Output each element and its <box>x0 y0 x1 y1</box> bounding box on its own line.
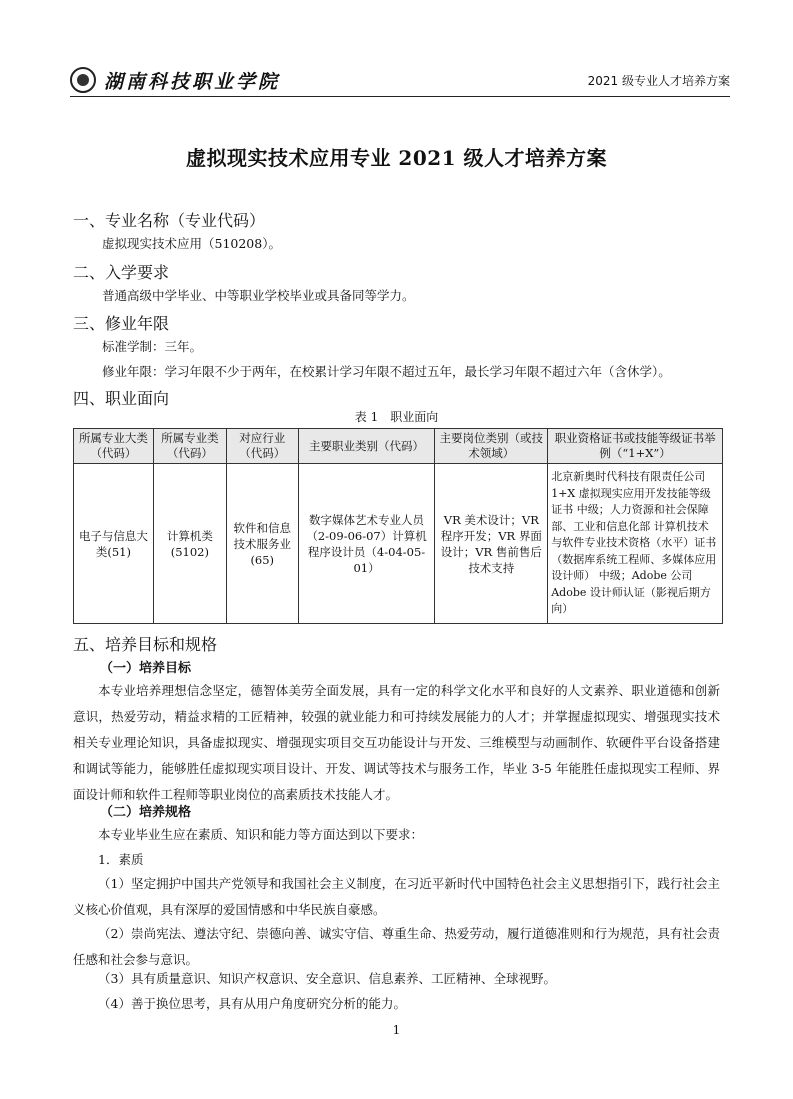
section-1-text: 虚拟现实技术应用（510208）。 <box>102 236 281 251</box>
school-logo <box>70 66 280 94</box>
table-header-cell: 主要职业类别（代码） <box>298 429 435 464</box>
section-3-line-1: 标准学制：三年。 <box>102 339 203 354</box>
table-cell-class: 计算机类(5102) <box>153 464 226 624</box>
table-header-cell: 所属专业类（代码） <box>153 429 226 464</box>
table-caption: 表 1 职业面向 <box>354 410 439 424</box>
school-name: 湖南科技职业学院 <box>104 70 281 93</box>
occupation-table <box>73 428 723 624</box>
table-header-cell: 职业资格证书或技能等级证书举例（“1+X”） <box>548 429 723 464</box>
section-heading-5: 五、培养目标和规格 <box>73 635 218 654</box>
document-label: 2021 级专业人才培养方案 <box>587 74 730 88</box>
table-cell-occupation: 数字媒体艺术专业人员（2-09-06-07）计算机程序设计员（4-04-05-01） <box>298 464 435 624</box>
table-header-cell: 所属专业大类（代码） <box>74 429 154 464</box>
quality-item: （2）崇尚宪法、遵法守纪、崇德向善、诚实守信、尊重生命、热爱劳动，履行道德准则和行为规范，具有社会责任感和社会参与意识。 <box>73 926 720 967</box>
school-seal-icon <box>70 67 96 93</box>
section-heading-3: 三、修业年限 <box>73 314 170 333</box>
goal-paragraph: 本专业培养理想信念坚定，德智体美劳全面发展，具有一定的科学文化水平和良好的人文素养、职业道德和创新意识，热爱劳动，精益求精的工匠精神，较强的就业能力和可持续发展能力的人才；并掌握虚拟现实、增强现实技术相关专业理论知识，具备虚拟现实、增强现实项目交互功能设计与开发、三维模型与动画制作、软硬件平台设备搭建和调试等能力，能够胜任虚拟现实项目设计、开发、调试等技术与服务工作，毕业 3-5 年能胜任虚拟现实工程师、界面设计师和软件工程师等职业岗位的高素质技术技能人才。 <box>73 683 720 802</box>
quality-item: （4）善于换位思考，具有从用户角度研究分析的能力。 <box>98 996 406 1011</box>
page-number: 1 <box>392 1023 401 1037</box>
table-cell-certificates: 北京新奥时代科技有限责任公司 1+X 虚拟现实应用开发技能等级证书 中级；人力资源和社会保障部、工业和信息化部 计算机技术与软件专业技术资格（水平）证书（数据库系统工程师、多媒体应用设计师） 中级；Adobe 公司 Adobe 设计师认证（影视后期方向） <box>548 464 723 624</box>
page-title: 虚拟现实技术应用专业 2021 级人才培养方案 <box>185 146 608 170</box>
section-heading-1: 一、专业名称（专业代码） <box>73 211 266 230</box>
table-cell-positions: VR 美术设计；VR 程序开发；VR 界面设计；VR 售前售后技术支持 <box>435 464 548 624</box>
header-divider <box>70 96 730 97</box>
subsection-spec-heading: （二）培养规格 <box>100 805 192 820</box>
table-header-cell: 对应行业（代码） <box>226 429 298 464</box>
quality-item: （3）具有质量意识、知识产权意识、安全意识、信息素养、工匠精神、全球视野。 <box>98 971 556 986</box>
spec-intro: 本专业毕业生应在素质、知识和能力等方面达到以下要求： <box>98 827 424 842</box>
section-heading-2: 二、入学要求 <box>73 263 170 282</box>
table-cell-industry: 软件和信息技术服务业(65) <box>226 464 298 624</box>
section-2-text: 普通高级中学毕业、中等职业学校毕业或具备同等学力。 <box>102 288 415 303</box>
table-row <box>74 464 723 624</box>
quality-item: （1）坚定拥护中国共产党领导和我国社会主义制度，在习近平新时代中国特色社会主义思想指引下，践行社会主义核心价值观，具有深厚的爱国情感和中华民族自豪感。 <box>73 876 720 917</box>
subsection-goal-heading: （一）培养目标 <box>100 661 192 676</box>
section-heading-4: 四、职业面向 <box>73 389 170 408</box>
quality-label: 1．素质 <box>98 852 144 867</box>
table-cell-category: 电子与信息大类(51) <box>74 464 154 624</box>
section-3-line-2: 修业年限：学习年限不少于两年，在校累计学习年限不超过五年，最长学习年限不超过六年（含休学）。 <box>102 364 671 379</box>
table-header-cell: 主要岗位类别（或技术领域） <box>435 429 548 464</box>
table-header-row <box>74 429 723 464</box>
page-header <box>70 66 730 94</box>
